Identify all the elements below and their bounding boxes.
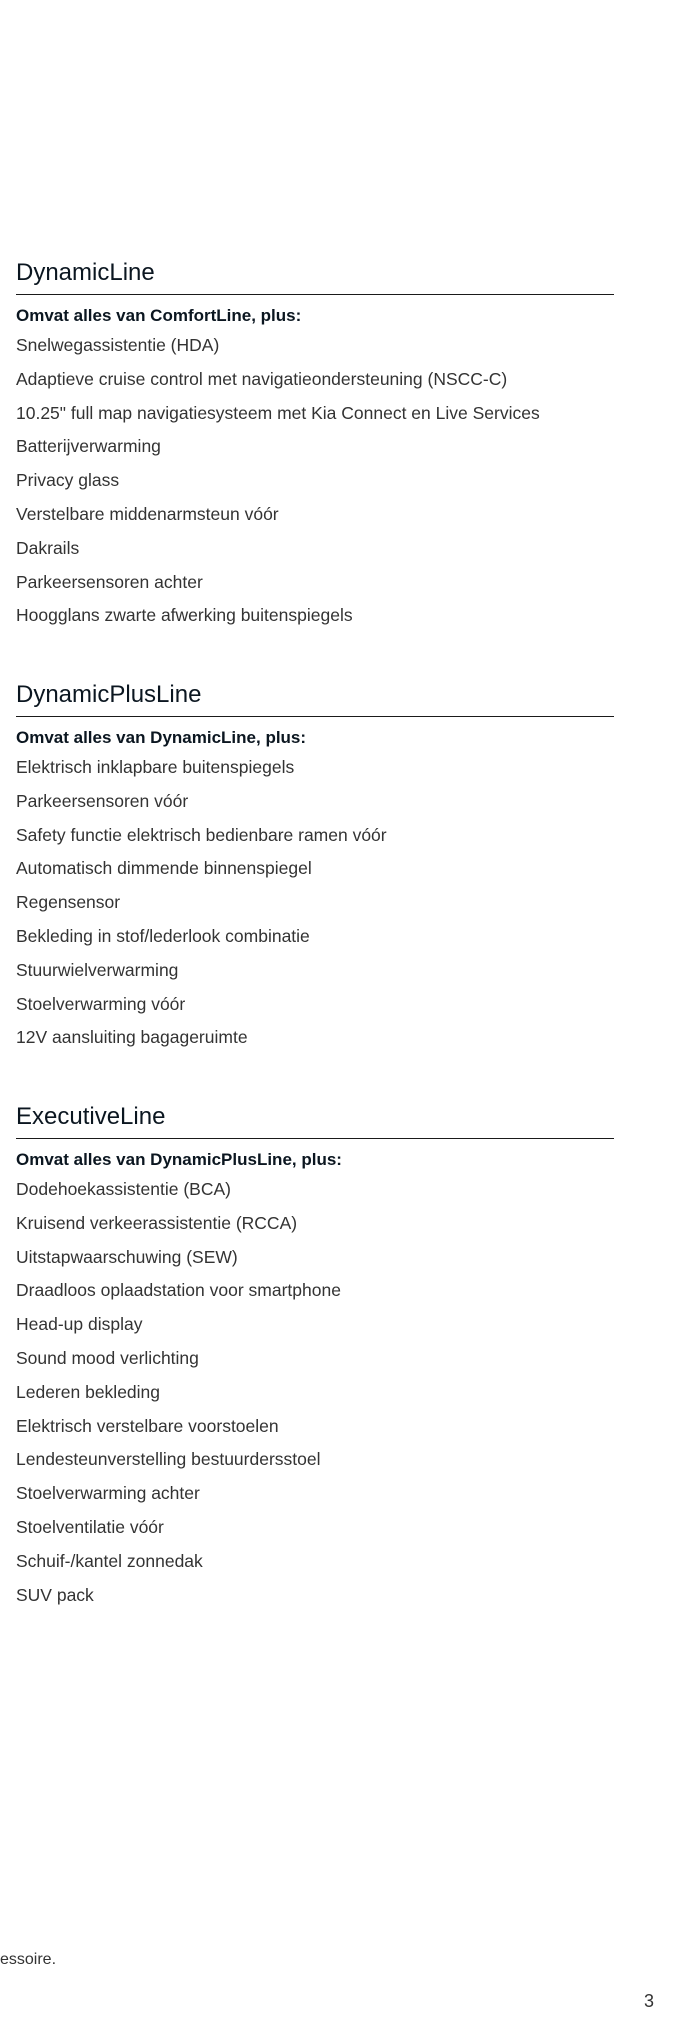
feature-item: Head-up display [16, 1314, 143, 1335]
feature-item: Snelwegassistentie (HDA) [16, 335, 220, 355]
feature-item: Uitstapwaarschuwing (SEW) [16, 1246, 238, 1267]
section-title: DynamicPlusLine [16, 680, 614, 717]
section-executiveline [16, 1102, 614, 1612]
section-intro: Omvat alles van ComfortLine, plus: [16, 306, 302, 325]
feature-item: Adaptieve cruise control met navigatieondersteuning (NSCC-C) [16, 368, 508, 389]
feature-item: 12V aansluiting bagageruimte [16, 1027, 248, 1048]
feature-item: Kruisend verkeerassistentie (RCCA) [16, 1212, 298, 1233]
section-intro: Omvat alles van DynamicPlusLine, plus: [16, 1150, 342, 1169]
feature-item: Stoelverwarming achter [16, 1483, 200, 1504]
feature-item: Bekleding in stof/lederlook combinatie [16, 925, 310, 946]
feature-item: Dodehoekassistentie (BCA) [16, 1179, 231, 1199]
section-dynamicplusline [16, 680, 614, 1055]
section-intro: Omvat alles van DynamicLine, plus: [16, 728, 307, 747]
feature-item: Safety functie elektrisch bedienbare ramen vóór [16, 824, 387, 845]
section-title: DynamicLine [16, 258, 614, 295]
feature-item: Stoelverwarming vóór [16, 993, 186, 1014]
feature-list [16, 751, 614, 1055]
feature-item: Schuif-/kantel zonnedak [16, 1550, 203, 1571]
feature-item: Regensensor [16, 892, 121, 913]
feature-item: Lendesteunverstelling bestuurdersstoel [16, 1449, 321, 1470]
feature-item: Dakrails [16, 537, 80, 558]
feature-item: Elektrisch verstelbare voorstoelen [16, 1415, 279, 1436]
feature-item: Draadloos oplaadstation voor smartphone [16, 1280, 341, 1301]
feature-item: Stoelventilatie vóór [16, 1516, 164, 1537]
section-dynamicline [16, 258, 614, 633]
page-number: 3 [643, 1991, 654, 2011]
feature-item: 10.25" full map navigatiesysteem met Kia Connect en Live Services [16, 402, 540, 423]
feature-item: Sound mood verlichting [16, 1347, 199, 1368]
feature-item: Privacy glass [16, 470, 120, 491]
feature-item: Automatisch dimmende binnenspiegel [16, 858, 312, 879]
footnote-text: essoire. [0, 1951, 57, 1968]
feature-item: Parkeersensoren vóór [16, 790, 189, 811]
feature-item: Lederen bekleding [16, 1381, 161, 1402]
feature-item: Batterijverwarming [16, 436, 161, 457]
section-title: ExecutiveLine [16, 1102, 614, 1139]
feature-item: Parkeersensoren achter [16, 571, 203, 592]
feature-item: SUV pack [16, 1584, 94, 1605]
feature-item: Hoogglans zwarte afwerking buitenspiegels [16, 605, 353, 626]
feature-item: Verstelbare middenarmsteun vóór [16, 503, 279, 524]
feature-list [16, 1173, 614, 1612]
feature-item: Stuurwielverwarming [16, 959, 179, 980]
feature-list [16, 329, 614, 633]
feature-item: Elektrisch inklapbare buitenspiegels [16, 757, 295, 777]
